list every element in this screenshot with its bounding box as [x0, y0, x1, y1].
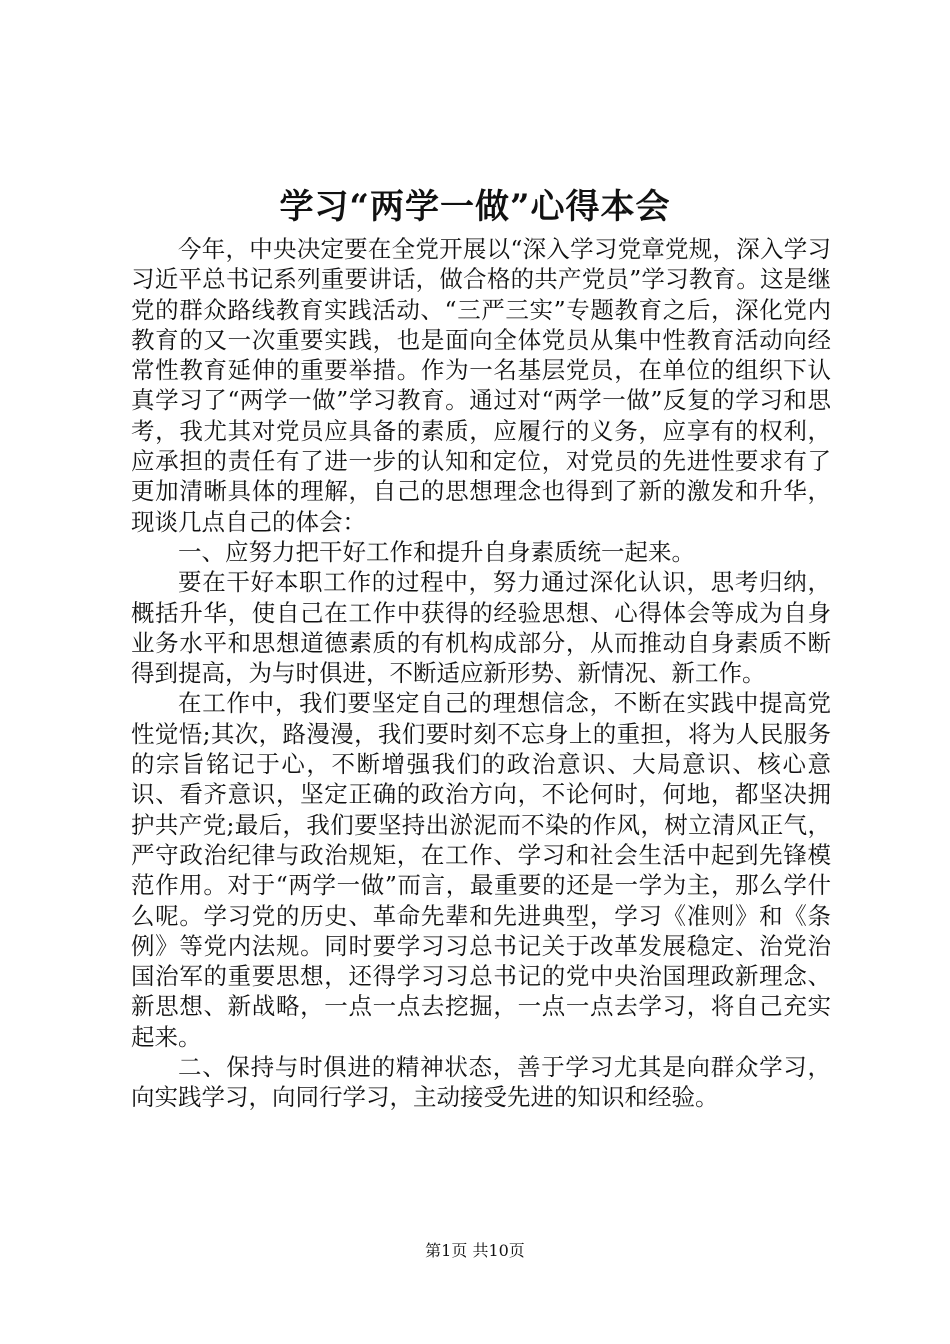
page-number-footer: 第1页 共10页	[425, 1241, 525, 1260]
paragraph-ideals: 在工作中，我们要坚定自己的理想信念，不断在实践中提高党性觉悟;其次，路漫漫，我们要时刻不忘身上的重担，将为人民服务的宗旨铭记于心，不断增强我们的政治意识、大局意识、核心意识、看齐意识，坚定正确的政治方向，不论何时，何地，都坚决拥护共产党;最后，我们要坚持出淤泥而不染的作风，树立清风正气，严守政治纪律与政治规矩，在工作、学习和社会生活中起到先锋模范作用。对于“两学一做”而言，最重要的还是一学为主，那么学什么呢。学习党的历史、革命先辈和先进典型，学习《准则》和《条例》等党内法规。同时要学习习总书记关于改革发展稳定、治党治国治军的重要思想，还得学习习总书记的党中央治国理政新理念、新思想、新战略，一点一点去挖掘，一点一点去学习，将自己充实起来。	[131, 689, 831, 1051]
paragraph-intro: 今年，中央决定要在全党开展以“深入学习党章党规，深入学习习近平总书记系列重要讲话，做合格的共产党员”学习教育。这是继党的群众路线教育实践活动、“三严三实”专题教育之后，深化党内教育的又一次重要实践，也是面向全体党员从集中性教育活动向经常性教育延伸的重要举措。作为一名基层党员，在单位的组织下认真学习了“两学一做”学习教育。通过对“两学一做”反复的学习和思考，我尤其对党员应具备的素质，应履行的义务，应享有的权利，应承担的责任有了进一步的认知和定位，对党员的先进性要求有了更加清晰具体的理解，自己的思想理念也得到了新的激发和升华，现谈几点自己的体会：	[131, 235, 831, 536]
paragraph-work-quality: 要在干好本职工作的过程中，努力通过深化认识，思考归纳，概括升华，使自己在工作中获得的经验思想、心得体会等成为自身业务水平和思想道德素质的有机构成部分，从而推动自身素质不断得到提高，为与时俱进，不断适应新形势、新情况、新工作。	[131, 568, 831, 688]
document-body	[131, 234, 831, 1113]
document-title: 学习“两学一做”心得本会	[279, 187, 671, 227]
paragraph-heading-one: 一、应努力把干好工作和提升自身素质统一起来。	[178, 537, 695, 566]
paragraph-heading-two: 二、保持与时俱进的精神状态，善于学习尤其是向群众学习，向实践学习，向同行学习，主动接受先进的知识和经验。	[131, 1053, 831, 1112]
